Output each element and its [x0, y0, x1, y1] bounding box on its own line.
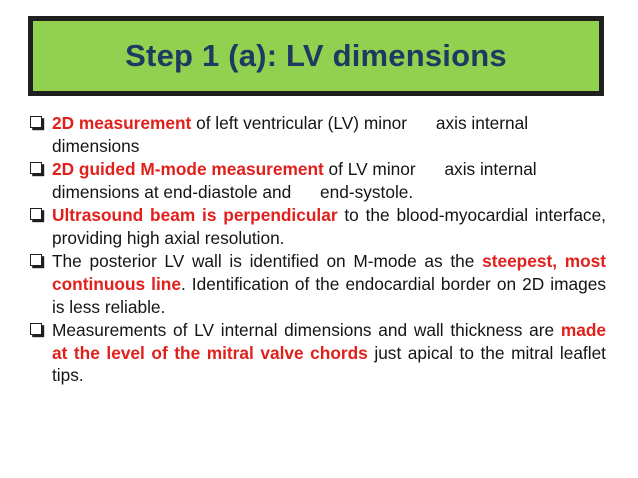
bullet-item-1 — [30, 112, 606, 157]
bullet-text: to the blood-myocardial interface, providing high axial resolution. — [52, 205, 606, 248]
checkbox-square-icon — [30, 116, 42, 128]
bullet-item-2 — [30, 158, 606, 203]
bullet-text: of left ventricular (LV) minor axis internal dimensions — [52, 113, 533, 156]
bullet-text: of LV minor axis internal dimensions at end-diastole and end-systole. — [52, 159, 542, 202]
bullet-list — [30, 112, 606, 388]
bullet-text: just apical to the mitral leaflet tips. — [52, 342, 606, 386]
bullet-highlight: made at the level of the mitral valve chords — [52, 320, 606, 363]
bullet-highlight: steepest, most continuous line — [52, 251, 606, 294]
slide-title: Step 1 (a): LV dimensions — [125, 38, 507, 73]
bullet-highlight: Ultrasound beam is perpendicular — [52, 205, 338, 226]
bullet-item-3 — [30, 204, 606, 249]
bullet-text: . Identification of the endocardial border on 2D images is less reliable. — [52, 273, 606, 317]
checkbox-square-icon — [30, 208, 42, 220]
bullet-highlight: 2D measurement — [52, 113, 192, 133]
bullet-item-5 — [30, 319, 606, 387]
bullet-item-4 — [30, 250, 606, 318]
checkbox-square-icon — [30, 162, 42, 174]
bullet-text: The posterior LV wall is identified on M-mode as the — [52, 251, 483, 272]
checkbox-square-icon — [30, 254, 42, 266]
bullet-highlight: 2D guided M-mode measurement — [52, 159, 324, 180]
checkbox-square-icon — [30, 323, 42, 335]
title-box — [28, 16, 604, 96]
bullet-text: Measurements of LV internal dimensions and wall thickness are — [52, 320, 561, 341]
